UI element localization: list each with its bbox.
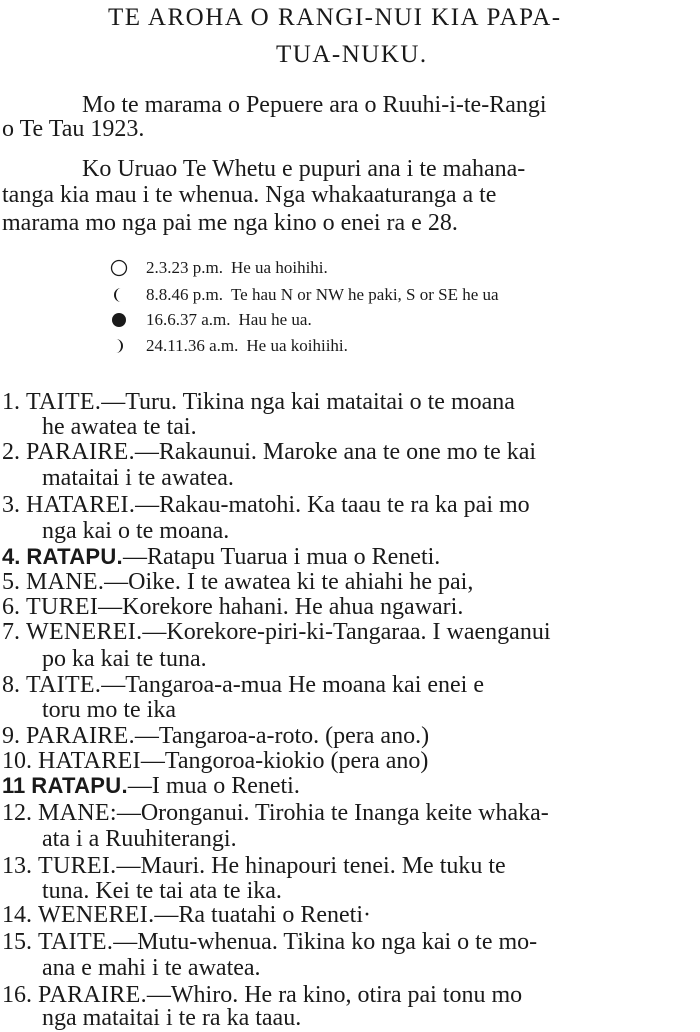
day-text: —Tangoroa-kiokio (pera ano) [140,748,429,774]
intro-line-5: marama mo nga pai me nga kino o enei ra e 28. [2,210,458,236]
day-name: RATAPU. [31,773,128,798]
day-name: HATAREI. [26,492,136,518]
day-entry-9 [2,724,429,748]
day-number: 11 [2,773,26,798]
day-number: 6. [2,594,20,620]
day-name: TUREI. [38,853,117,879]
day-name: RATAPU. [26,544,123,569]
day-number: 8. [2,672,20,698]
day-name: TAITE. [26,389,102,415]
day-text: —Rakau-matohi. Ka taau te ra ka pai mo [135,492,530,518]
day-entry-13-continuation: tuna. Kei te tai ata te ika. [42,878,282,904]
moon-phase-note: He ua hoihihi. [230,258,328,277]
moon-phase-note: He ua koihiihi. [246,336,348,355]
last-quarter-moon-icon [108,286,130,304]
day-text: —Tangaroa-a-mua He moana kai enei e [101,672,484,698]
day-entry-2-continuation: mataitai i te awatea. [42,465,234,491]
day-entry-12 [2,801,549,825]
day-name: PARAIRE. [26,439,135,465]
day-text: —Ra tuatahi o Reneti· [154,902,371,928]
page-title-line-1: TE AROHA O RANGI-NUI KIA PAPA- [108,4,562,31]
day-number: 3. [2,492,20,518]
day-number: 15. [2,929,32,955]
moon-phase-full [108,258,328,278]
day-entry-1 [2,390,515,414]
day-entry-7 [2,620,551,644]
day-entry-14 [2,903,371,927]
day-text: —Turu. Tikina nga kai mataitai o te moana [101,389,515,415]
moon-phase-first-quarter [108,336,348,356]
day-text: —Korekore hahani. He ahua ngawari. [98,594,464,620]
day-name: HATAREI [38,748,141,774]
day-number: 13. [2,853,32,879]
page-title-line-2: TUA-NUKU. [276,41,428,68]
day-entry-16-continuation: nga mataitai i te ra ka taau. [42,1005,302,1031]
intro-line-4: tanga kia mau i te whenua. Nga whakaaturanga a te [2,182,497,208]
day-text: —Oike. I te awatea ki te ahiahi he pai, [104,569,474,595]
day-name: MANE: [38,800,117,826]
new-moon-icon [108,311,130,329]
day-entry-12-continuation: ata i a Ruuhiterangi. [42,826,237,852]
moon-phase-new [108,310,312,330]
moon-phase-note: Te hau N or NW he paki, S or SE he ua [230,285,499,304]
day-text: —Mutu-whenua. Tikina ko nga kai o te mo- [113,929,538,955]
day-text: —I mua o Reneti. [127,773,300,799]
day-text: —Rakaunui. Maroke ana te one mo te kai [134,439,537,465]
day-number: 7. [2,619,20,645]
full-moon-icon [108,259,130,277]
day-entry-2 [2,440,536,464]
first-quarter-moon-icon [108,337,130,355]
day-entry-7-continuation: po ka kai te tuna. [42,646,207,672]
day-text: —Ratapu Tuarua i mua o Reneti. [122,544,441,570]
day-name: MANE. [26,569,105,595]
day-number: 12. [2,800,32,826]
day-name: WENEREI. [26,619,143,645]
day-number: 10. [2,748,32,774]
day-entry-5 [2,570,473,594]
day-name: PARAIRE. [38,982,147,1008]
day-entry-8 [2,673,484,697]
day-entry-15 [2,930,537,954]
day-entry-10 [2,749,428,773]
day-entry-4 [2,545,440,569]
day-text: —Whiro. He ra kino, otira pai tonu mo [146,982,523,1008]
day-number: 1. [2,389,20,415]
intro-line-3: Ko Uruao Te Whetu e pupuri ana i te mahana- [82,156,526,182]
day-number: 2. [2,439,20,465]
day-entry-11 [2,774,300,798]
moon-phase-last-quarter [108,285,499,305]
moon-phase-time: 16.6.37 a.m. [146,310,231,329]
moon-phase-time: 8.8.46 p.m. [146,285,223,304]
day-entry-3 [2,493,530,517]
day-name: PARAIRE. [26,723,135,749]
day-name: TUREI [26,594,99,620]
day-name: WENEREI. [38,902,155,928]
day-entry-13 [2,854,506,878]
day-entry-16 [2,983,522,1007]
day-entry-15-continuation: ana e mahi i te awatea. [42,955,261,981]
day-entry-8-continuation: toru mo te ika [42,697,176,723]
day-text: —Korekore-piri-ki-Tangaraa. I waenganui [142,619,551,645]
intro-line-2: o Te Tau 1923. [2,116,145,142]
day-text: —Tangaroa-a-roto. (pera ano.) [134,723,430,749]
day-entry-3-continuation: nga kai o te moana. [42,518,230,544]
intro-line-1: Mo te marama o Pepuere ara o Ruuhi-i-te-Rangi [82,92,547,118]
moon-phase-note: Hau he ua. [238,310,312,329]
day-name: TAITE. [38,929,114,955]
day-number: 4. [2,544,21,569]
day-entry-1-continuation: he awatea te tai. [42,414,197,440]
day-entry-6 [2,595,463,619]
day-number: 5. [2,569,20,595]
day-text: —Mauri. He hinapouri tenei. Me tuku te [116,853,506,879]
day-number: 16. [2,982,32,1008]
moon-phase-time: 2.3.23 p.m. [146,258,223,277]
day-number: 14. [2,902,32,928]
day-name: TAITE. [26,672,102,698]
moon-phase-time: 24.11.36 a.m. [146,336,239,355]
day-number: 9. [2,723,20,749]
day-text: —Oronganui. Tirohia te Inanga keite whaka- [116,800,549,826]
